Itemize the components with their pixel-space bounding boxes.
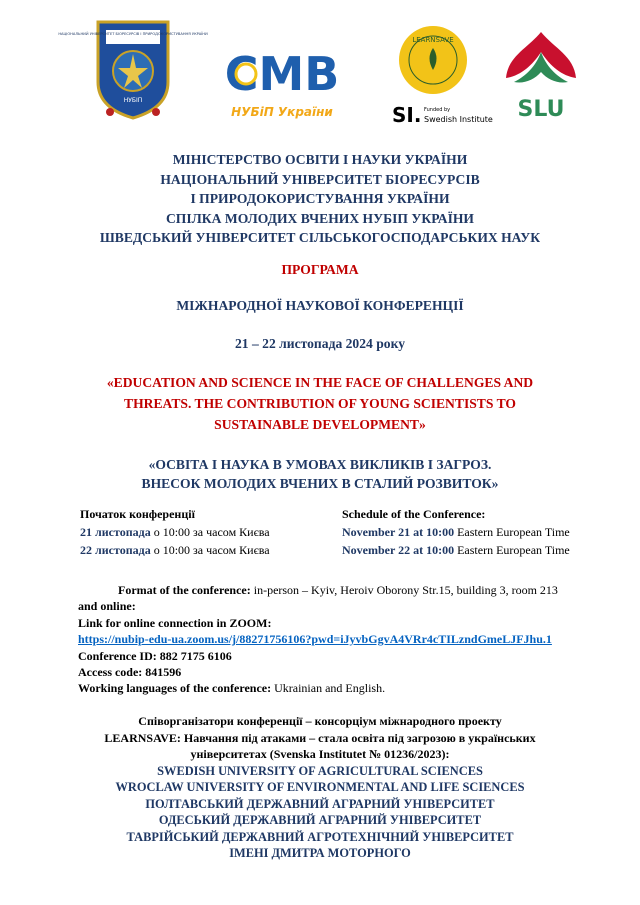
cmb-letters: СМВ [224, 47, 340, 101]
title-ukrainian [40, 455, 600, 493]
title-en-line: SUSTAINABLE DEVELOPMENT» [214, 417, 426, 432]
slu-text: SLU [517, 97, 565, 122]
program-title: ПРОГРАМА [281, 262, 359, 277]
organizers-intro: університетах (Svenska Institutet № 01236/2023): [190, 747, 450, 761]
title-english [40, 372, 600, 435]
schedule-time: о 10:00 за часом Києва [150, 543, 270, 557]
schedule-time: Eastern European Time [454, 525, 570, 539]
crest-label: НУБІП [123, 97, 143, 104]
schedule-ukrainian [80, 505, 270, 559]
schedule-date: 21 листопада [80, 525, 151, 539]
header-line: СПІЛКА МОЛОДИХ ВЧЕНИХ НУБІП УКРАЇНИ [165, 210, 475, 226]
conference-dates: 21 – 22 листопада 2024 року [234, 336, 406, 351]
and-online: and online: [78, 599, 136, 614]
languages-line [78, 680, 618, 696]
slu-logo [498, 26, 584, 122]
schedule-time: Eastern European Time [454, 543, 570, 557]
schedule-en-heading: Schedule of the Conference: [342, 507, 486, 521]
zoom-link-label: Link for online connection in ZOOM: [78, 615, 272, 630]
organizer-item: WROCLAW UNIVERSITY OF ENVIRONMENTAL AND LIFE SCIENCES [115, 780, 525, 794]
organizer-item: ПОЛТАВСЬКИЙ ДЕРЖАВНИЙ АГРАРНИЙ УНІВЕРСИТЕТ [145, 796, 495, 811]
header-line: ШВЕДСЬКИЙ УНІВЕРСИТЕТ СІЛЬСЬКОГОСПОДАРСЬКИХ НАУК [99, 230, 541, 245]
title-ua-line: ВНЕСОК МОЛОДИХ ВЧЕНИХ В СТАЛИЙ РОЗВИТОК» [141, 476, 499, 491]
title-ua-line: «ОСВІТА І НАУКА В УМОВАХ ВИКЛИКІВ І ЗАГРОЗ. [148, 457, 492, 472]
schedule-date: November 21 at 10:00 [342, 525, 455, 539]
organizers-intro: Співорганізатори конференції – консорціум міжнародного проекту [138, 714, 502, 728]
zoom-link[interactable]: https://nubip-edu-ua.zoom.us/j/88271756106?pwd=iJyvbGgvA4VRr4cTILzndGmeLJFJhu.1 [78, 632, 552, 647]
header-line: І ПРИРОДОКОРИСТУВАННЯ УКРАЇНИ [190, 191, 450, 206]
format-value: in-person – Kyiv, Heroiv Oborony Str.15, building 3, room 213 [250, 583, 558, 597]
si-name: Swedish Institute [424, 115, 493, 124]
organizer-item: ІМЕНІ ДМИТРА МОТОРНОГО [229, 846, 411, 860]
schedule-row [80, 523, 270, 541]
schedule-english [342, 505, 570, 559]
format-line [78, 582, 618, 598]
schedule-row [80, 541, 270, 559]
co-organizers [40, 713, 600, 862]
learnsave-si-logo [388, 22, 493, 130]
conference-type: МІЖНАРОДНОЇ НАУКОВОЇ КОНФЕРЕНЦІЇ [176, 298, 464, 313]
learnsave-ring-text: LEARNSAVE [412, 36, 454, 44]
logo-strip [0, 12, 640, 127]
schedule-time: о 10:00 за часом Києва [150, 525, 270, 539]
header-line: МІНІСТЕРСТВО ОСВІТИ І НАУКИ УКРАЇНИ [172, 152, 468, 167]
schedule-date: 22 листопада [80, 543, 151, 557]
organizer-item: SWEDISH UNIVERSITY OF AGRICULTURAL SCIENCES [157, 763, 483, 778]
crest-text: НАЦІОНАЛЬНИЙ УНІВЕРСИТЕТ БІОРЕСУРСІВ І ПРИРОДОКОРИСТУВАННЯ УКРАЇНИ [58, 32, 208, 36]
cmb-logo [222, 40, 342, 124]
organizers-intro: LEARNSAVE: Навчання під атаками – стала освіта під загрозою в українських [104, 730, 536, 745]
header-institutions [40, 150, 600, 248]
schedule-row [342, 523, 570, 541]
title-en-line: THREATS. THE CONTRIBUTION OF YOUNG SCIENTISTS TO [124, 396, 516, 411]
conference-info [78, 582, 618, 697]
si-mark: SI. [392, 103, 422, 127]
conference-id: Conference ID: 882 7175 6106 [78, 648, 232, 663]
schedule-row [342, 541, 570, 559]
title-en-line: «EDUCATION AND SCIENCE IN THE FACE OF CHALLENGES AND [106, 375, 534, 390]
languages-value: Ukrainian and English. [271, 681, 386, 696]
format-label: Format of the conference: [118, 583, 251, 597]
cmb-caption: НУБіП України [231, 105, 333, 119]
organizer-item: ОДЕСЬКИЙ ДЕРЖАВНИЙ АГРАРНИЙ УНІВЕРСИТЕТ [158, 813, 482, 827]
schedule-date: November 22 at 10:00 [342, 543, 455, 557]
access-code: Access code: 841596 [78, 665, 182, 680]
schedule-ua-heading: Початок конференції [80, 507, 195, 521]
header-line: НАЦІОНАЛЬНИЙ УНІВЕРСИТЕТ БІОРЕСУРСІВ [160, 171, 480, 187]
nubip-crest-logo [58, 16, 208, 120]
organizer-item: ТАВРІЙСЬКИЙ ДЕРЖАВНИЙ АГРОТЕХНІЧНИЙ УНІВЕРСИТЕТ [126, 829, 514, 844]
languages-label: Working languages of the conference: [78, 681, 272, 696]
si-funded-by: Funded by [424, 107, 451, 113]
